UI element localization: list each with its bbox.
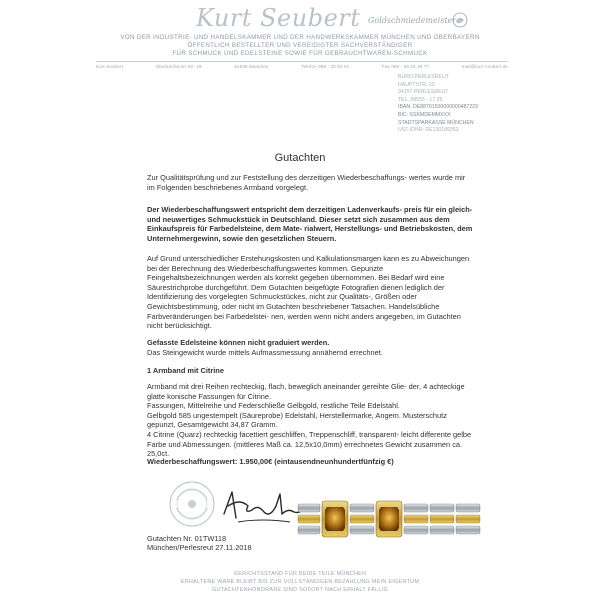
contact-fax: Fax 089 - 33 54 29 77 — [382, 64, 430, 69]
footer — [0, 570, 600, 594]
contact-city: 81539 München — [234, 64, 269, 69]
bank-name: STADTSPARKASSE MÜNCHEN — [398, 119, 474, 126]
value-definition-paragraph — [147, 205, 473, 243]
office-city: 94157 PERLESREUT — [398, 89, 449, 96]
vat-id: UST-IDNR: DE130189353 — [398, 127, 459, 134]
brand-tagline: Goldschmiedemeister — [368, 16, 457, 25]
disclaimer-text: Auf Grund unterschiedlicher Erstehungskosten und Kalkulationsmargen kann es zu Abweichungen bei der Berechnung des Wiederbeschaffungswertes kommen. Gepunzte Feingehaltsbezeichnungen werden als korrekt gegeben übernommen. Bei Bedarf wird eine Säurestrichprobe durchgeführt. Dem Gutachten beigefügte Fotografien dienen lediglich der Identifizierung des vorgelegten Schmuckstückes, nicht zur Qualitäts-, Größen oder Gewichtsbestimmung, oder nicht im Gutachten beschriebener Tatsachen. Handelsübliche Farbveränderungen bei Farbedelstei- nen, werden wenn nicht anders angegeben, im Gutachten nicht berücksichtigt. — [147, 254, 470, 331]
replacement-value: Wiederbeschaffungswert: 1.950,00€ (eintausendneunhundertfünfzig €) — [147, 457, 394, 466]
intro-text: Zur Qualitätsprüfung und zur Feststellung des derzeitigen Wiederbeschaffungs- wertes wurde mir im Folgenden beschriebenes Armband vorgelegt. — [147, 173, 466, 192]
document-title: Gutachten — [274, 152, 326, 164]
report-number: Gutachten Nr. 01TW118 — [147, 534, 227, 543]
disclaimer-paragraph — [147, 254, 473, 331]
reference-block — [147, 534, 252, 552]
footer-ownership: ERHALTENE WARE BLEIBT BIS ZUR VOLLSTÄNDIGEN BEZAHLUNG MEIN EIGENTUM — [180, 579, 420, 585]
intro-paragraph — [147, 173, 473, 192]
expert-line: ÖFFENTLICH BESTELLTER UND VEREIDIGTER SACHVERSTÄNDIGER — [187, 42, 413, 49]
contact-phone: Telefon 089 - 32 60 04 — [301, 64, 350, 69]
letterhead — [0, 0, 600, 72]
handwritten-signature-icon — [218, 484, 308, 530]
bank-block — [398, 74, 518, 135]
round-stamp-icon — [168, 480, 216, 528]
footer-payment: GUTACHTENHONORARE SIND SOFORT NACH ERHALT FÄLLIG — [212, 587, 388, 593]
bracelet-photo — [296, 496, 482, 542]
item-desc-line: Armband mit drei Reihen rechteckig, flach, beweglich aneinander gereihte Glie- der, 4 achteckige glatte konische Fassungen für Citrine. — [147, 382, 465, 401]
chamber-line: VON DER INDUSTRIE- UND HANDELSKAMMER UND DER HANDWERKSKAMMER MÜNCHEN UND OBERBAYERN — [120, 34, 480, 41]
letterhead-divider — [96, 61, 508, 62]
contact-name: Kurt Seubert — [96, 64, 124, 69]
footer-jurisdiction: GERICHTSSTAND FÜR BEIDE TEILE MÜNCHEN — [233, 571, 367, 577]
report-date: München/Perlesreut 27.11.2018 — [147, 543, 252, 553]
brand-logo-icon — [452, 12, 468, 28]
office-street: HAUPTSTR. 20 — [398, 81, 435, 88]
value-definition-text: Der Wiederbeschaffungswert entspricht dem derzeitigen Ladenverkaufs- preis für ein gleich- und neuwertiges Schmuckstück in Deutschland. Dieser setzt sich zusammen aus dem Einkaufspreis für Farbedelsteine, dem Mate- rialwert, Herstellungs- und Betriebskosten, dem Unternehmergewinn, sowie den gesetzlichen Steuern. — [147, 205, 473, 243]
brand-name: Kurt Seubert — [196, 4, 361, 32]
item-desc-line: Fassungen, Mittelreihe und Federschließe Gelbgold, restliche Teile Edelstahl. — [147, 401, 400, 411]
iban: IBAN: DE88701500000000487223 — [398, 104, 478, 111]
gemstone-note — [147, 338, 473, 357]
gemstone-note-bold: Gefasste Edelsteine können nicht graduiert werden. — [147, 338, 330, 347]
bic: BIC: SSKMDEMMXXX — [398, 111, 451, 118]
contact-line — [96, 64, 508, 69]
office-label: BÜRO PERLESREUT — [398, 74, 450, 80]
office-phone: TEL. 08555 - 17 29 — [398, 96, 443, 103]
item-description — [147, 382, 473, 459]
item-title: 1 Armband mit Citrine — [147, 366, 224, 375]
gemstone-note-text: Das Steingewicht wurde mittels Aufmassmessung annähernd errechnet. — [147, 347, 383, 357]
item-desc-line: 4 Citrine (Quarz) rechteckig facettiert geschliffen, Treppenschliff, transparent- leicht differente gelbe Farbe und Abmessungen. (mittleres Maß ca. 12,5x10,0mm) errechnetes Gewicht zusammen ca. 25,0ct. — [147, 429, 472, 459]
item-desc-line: Gelbgold 585 ungestempelt (Säureprobe) Edelstahl, Herstellermarke, Angem. Musterschutz gepunzt, Gesamtgewicht 34,87 Gramm. — [147, 410, 447, 430]
brand-line — [0, 2, 600, 32]
contact-street: Oberkirchener Str. 29 — [155, 64, 202, 69]
contact-email: mail@kurt-seubert.de — [461, 64, 508, 69]
specialty-line: FÜR SCHMUCK UND EDELSTEINE SOWIE FÜR GEBRAUCHTWAREN-SCHMUCK — [172, 50, 428, 57]
